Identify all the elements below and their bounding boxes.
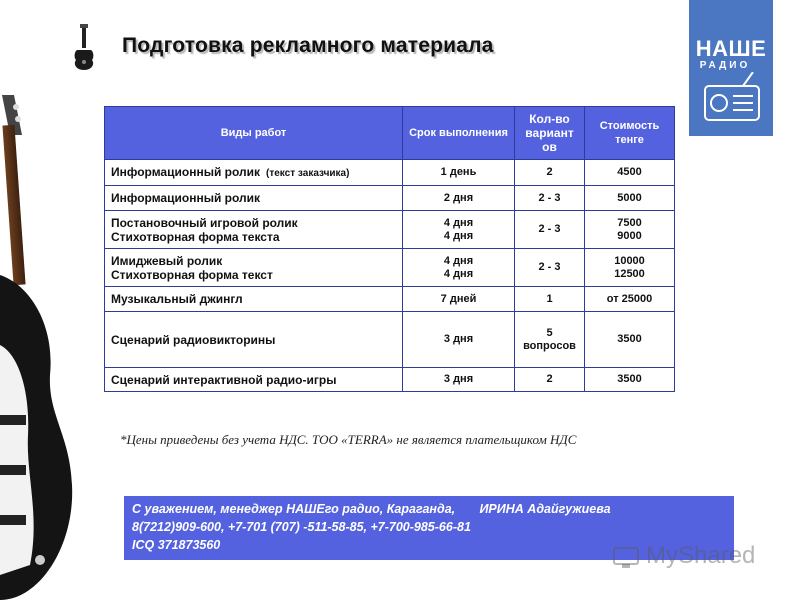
logo-main-text: НАШЕ (695, 36, 767, 61)
contact-line3: ICQ 371873560 (132, 538, 221, 552)
table-row (105, 312, 675, 368)
cell-term-line2: 4 дня (443, 267, 474, 280)
cell-term: 3 дня (403, 368, 515, 392)
table-row (105, 368, 675, 392)
cell-work: Музыкальный джингл (105, 287, 403, 312)
myshared-watermark (610, 540, 770, 574)
cell-work-line2: Стихотворная форма текст (111, 267, 273, 282)
header-variants: Кол-во вариант ов (515, 107, 585, 160)
cell-price-line1: 7500 (617, 216, 642, 229)
table-row (105, 249, 675, 287)
watermark-text: MyShared (646, 542, 756, 569)
cell-price (585, 211, 675, 249)
cell-term (403, 249, 515, 287)
cell-work-note: (текст заказчика) (266, 167, 350, 179)
price-table (104, 106, 675, 392)
cell-work-line2: Стихотворная форма текста (111, 229, 280, 244)
radio-icon (701, 72, 765, 128)
header-work: Виды работ (105, 107, 403, 160)
cell-price: 3500 (585, 368, 675, 392)
cell-work-text: Информационный ролик (111, 164, 261, 179)
cell-variants: 1 (515, 287, 585, 312)
cell-price-line1: 10000 (614, 254, 645, 267)
cell-variants: 2 - 3 (515, 186, 585, 211)
cell-variants (515, 312, 585, 368)
cell-variants-line2: вопросов (523, 339, 576, 352)
guitar-image (0, 95, 80, 600)
table-header-row (105, 107, 675, 160)
cell-term: 3 дня (403, 312, 515, 368)
cell-work: Информационный ролик (105, 186, 403, 211)
table-row (105, 186, 675, 211)
cell-price: 3500 (585, 312, 675, 368)
myshared-watermark-icon (612, 542, 642, 572)
cell-work: Сценарий радиовикторины (105, 312, 403, 368)
cell-term: 7 дней (403, 287, 515, 312)
header-term: Срок выполнения (403, 107, 515, 160)
contact-line2: 8(7212)909-600, +7-701 (707) -511-58-85, +7-700-985-66-81 (132, 520, 471, 534)
cell-price: 4500 (585, 160, 675, 186)
cell-term-line1: 4 дня (443, 216, 474, 229)
cell-work (105, 160, 403, 186)
cell-work-line1: Имиджевый ролик (111, 253, 223, 268)
cell-term (403, 211, 515, 249)
table-row (105, 287, 675, 312)
cell-work (105, 211, 403, 249)
cell-price-line2: 12500 (614, 267, 645, 280)
vat-footnote: *Цены приведены без учета НДС. ТОО «TERRA» не является плательщиком НДС (120, 432, 577, 447)
cell-variants-line1: 5 (546, 326, 553, 339)
cell-variants: 2 - 3 (515, 211, 585, 249)
table-row (105, 211, 675, 249)
cell-variants: 2 - 3 (515, 249, 585, 287)
guitar-title-icon (72, 24, 96, 70)
cell-term-line1: 4 дня (443, 254, 474, 267)
cell-variants: 2 (515, 368, 585, 392)
header-price: Стоимость тенге (585, 107, 675, 160)
cell-term: 1 день (403, 160, 515, 186)
contact-line1: С уважением, менеджер НАШЕго радио, Караганда, ИРИНА Адайгужиева (132, 502, 611, 516)
cell-variants: 2 (515, 160, 585, 186)
cell-price: от 25000 (585, 287, 675, 312)
cell-work: Сценарий интерактивной радио-игры (105, 368, 403, 392)
cell-price (585, 249, 675, 287)
cell-work-line1: Постановочный игровой ролик (111, 215, 298, 230)
page-title: Подготовка рекламного материала (122, 34, 494, 57)
cell-term: 2 дня (403, 186, 515, 211)
cell-price: 5000 (585, 186, 675, 211)
radio-logo (689, 0, 773, 136)
cell-price-line2: 9000 (617, 229, 642, 242)
table-row (105, 160, 675, 186)
cell-term-line2: 4 дня (443, 229, 474, 242)
cell-work (105, 249, 403, 287)
logo-sub-text: РАДИО (699, 60, 751, 71)
